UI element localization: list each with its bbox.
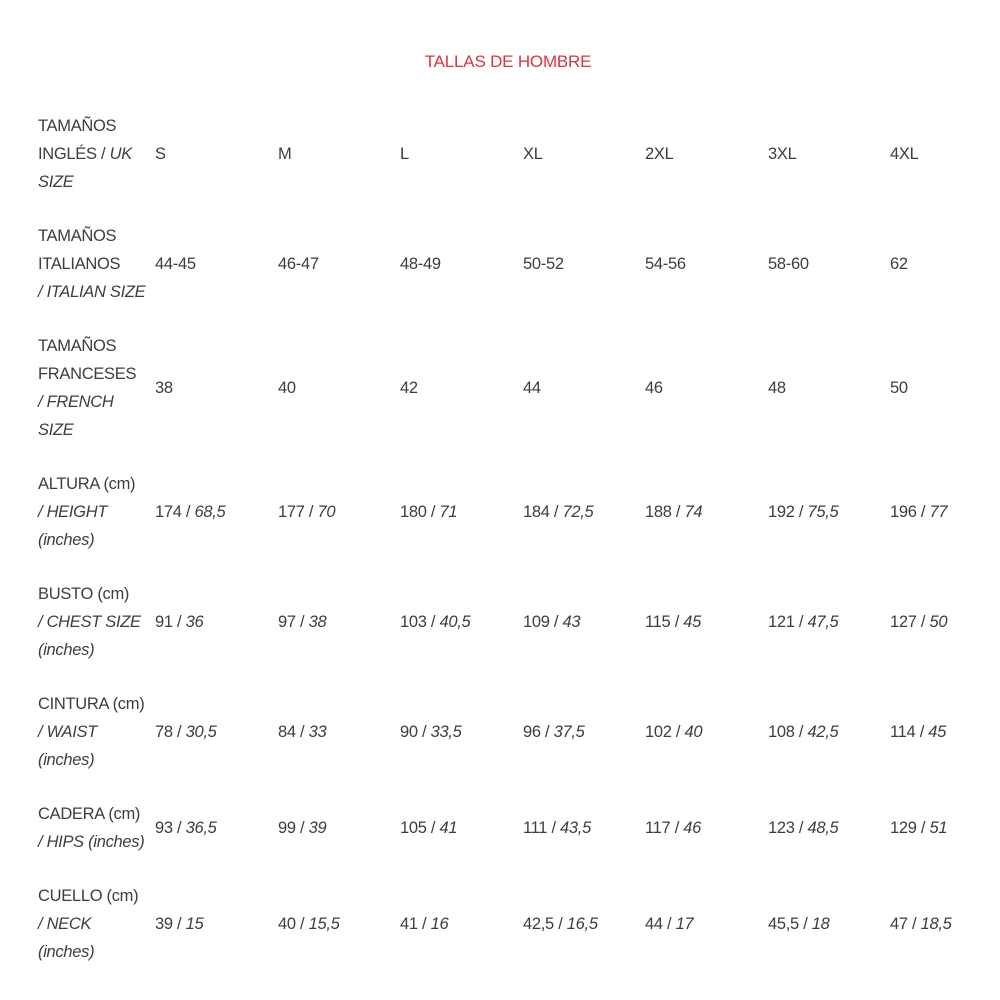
- row-label-french-size: TAMAÑOS FRANCESES / FRENCH SIZE: [38, 337, 137, 439]
- value-cell-hips-2: 105 / 41: [400, 819, 458, 837]
- value-cell-french-size-5: 48: [768, 379, 786, 397]
- value-cell-waist-1: 84 / 33: [278, 723, 327, 741]
- row-label-chest: BUSTO (cm) / CHEST SIZE (inches): [38, 585, 141, 659]
- row-label-hips: CADERA (cm) / HIPS (inches): [38, 805, 145, 851]
- value-cell-neck-4: 44 / 17: [645, 915, 694, 933]
- table-row-chest: [38, 580, 982, 664]
- value-cell-chest-1: 97 / 38: [278, 613, 327, 631]
- row-label-italian-size: TAMAÑOS ITALIANOS / ITALIAN SIZE: [38, 227, 146, 301]
- value-cell-uk-size-1: M: [278, 145, 292, 163]
- value-cell-uk-size-3: XL: [523, 145, 543, 163]
- value-cell-italian-size-5: 58-60: [768, 255, 809, 273]
- table-row-hips: [38, 800, 982, 856]
- value-cell-height-1: 177 / 70: [278, 503, 336, 521]
- value-cell-uk-size-0: S: [155, 145, 166, 163]
- value-cell-neck-6: 47 / 18,5: [890, 915, 952, 933]
- value-cell-french-size-0: 38: [155, 379, 173, 397]
- table-row-height: [38, 470, 982, 554]
- value-cell-french-size-3: 44: [523, 379, 541, 397]
- value-cell-hips-0: 93 / 36,5: [155, 819, 217, 837]
- page-title: TALLAS DE HOMBRE: [424, 52, 592, 71]
- row-label-height: ALTURA (cm) / HEIGHT (inches): [38, 475, 136, 549]
- value-cell-waist-2: 90 / 33,5: [400, 723, 462, 741]
- value-cell-hips-4: 117 / 46: [645, 819, 702, 837]
- value-cell-italian-size-2: 48-49: [400, 255, 441, 273]
- value-cell-uk-size-4: 2XL: [645, 145, 674, 163]
- value-cell-french-size-1: 40: [278, 379, 296, 397]
- value-cell-neck-5: 45,5 / 18: [768, 915, 830, 933]
- table-row-waist: [38, 690, 982, 774]
- value-cell-height-4: 188 / 74: [645, 503, 703, 521]
- value-cell-height-3: 184 / 72,5: [523, 503, 594, 521]
- value-cell-hips-1: 99 / 39: [278, 819, 327, 837]
- value-cell-uk-size-6: 4XL: [890, 145, 919, 163]
- table-row-neck: [38, 882, 982, 966]
- value-cell-neck-1: 40 / 15,5: [278, 915, 340, 933]
- value-cell-waist-3: 96 / 37,5: [523, 723, 585, 741]
- value-cell-waist-0: 78 / 30,5: [155, 723, 217, 741]
- value-cell-italian-size-4: 54-56: [645, 255, 686, 273]
- value-cell-height-2: 180 / 71: [400, 503, 458, 521]
- value-cell-height-0: 174 / 68,5: [155, 503, 226, 521]
- value-cell-waist-6: 114 / 45: [890, 723, 947, 741]
- table-row-uk-size: [38, 112, 982, 196]
- table-row-french-size: [38, 332, 982, 444]
- value-cell-italian-size-0: 44-45: [155, 255, 196, 273]
- value-cell-waist-5: 108 / 42,5: [768, 723, 839, 741]
- value-cell-french-size-4: 46: [645, 379, 663, 397]
- value-cell-neck-0: 39 / 15: [155, 915, 204, 933]
- value-cell-hips-5: 123 / 48,5: [768, 819, 839, 837]
- value-cell-hips-6: 129 / 51: [890, 819, 948, 837]
- value-cell-italian-size-3: 50-52: [523, 255, 564, 273]
- value-cell-italian-size-1: 46-47: [278, 255, 319, 273]
- value-cell-chest-0: 91 / 36: [155, 613, 204, 631]
- value-cell-neck-3: 42,5 / 16,5: [523, 915, 598, 933]
- row-label-waist: CINTURA (cm) / WAIST (inches): [38, 695, 145, 769]
- value-cell-french-size-6: 50: [890, 379, 908, 397]
- value-cell-chest-4: 115 / 45: [645, 613, 702, 631]
- value-cell-chest-6: 127 / 50: [890, 613, 948, 631]
- table-row-italian-size: [38, 222, 982, 306]
- value-cell-height-5: 192 / 75,5: [768, 503, 839, 521]
- value-cell-french-size-2: 42: [400, 379, 418, 397]
- row-label-uk-size: TAMAÑOS INGLÉS / UK SIZE: [38, 117, 132, 191]
- value-cell-chest-5: 121 / 47,5: [768, 613, 839, 631]
- value-cell-hips-3: 111 / 43,5: [523, 819, 591, 837]
- value-cell-chest-2: 103 / 40,5: [400, 613, 471, 631]
- value-cell-neck-2: 41 / 16: [400, 915, 449, 933]
- row-label-neck: CUELLO (cm) / NECK (inches): [38, 887, 139, 961]
- value-cell-uk-size-2: L: [400, 145, 409, 163]
- value-cell-waist-4: 102 / 40: [645, 723, 703, 741]
- size-table: [38, 112, 982, 966]
- value-cell-italian-size-6: 62: [890, 255, 908, 273]
- value-cell-chest-3: 109 / 43: [523, 613, 581, 631]
- value-cell-uk-size-5: 3XL: [768, 145, 797, 163]
- value-cell-height-6: 196 / 77: [890, 503, 948, 521]
